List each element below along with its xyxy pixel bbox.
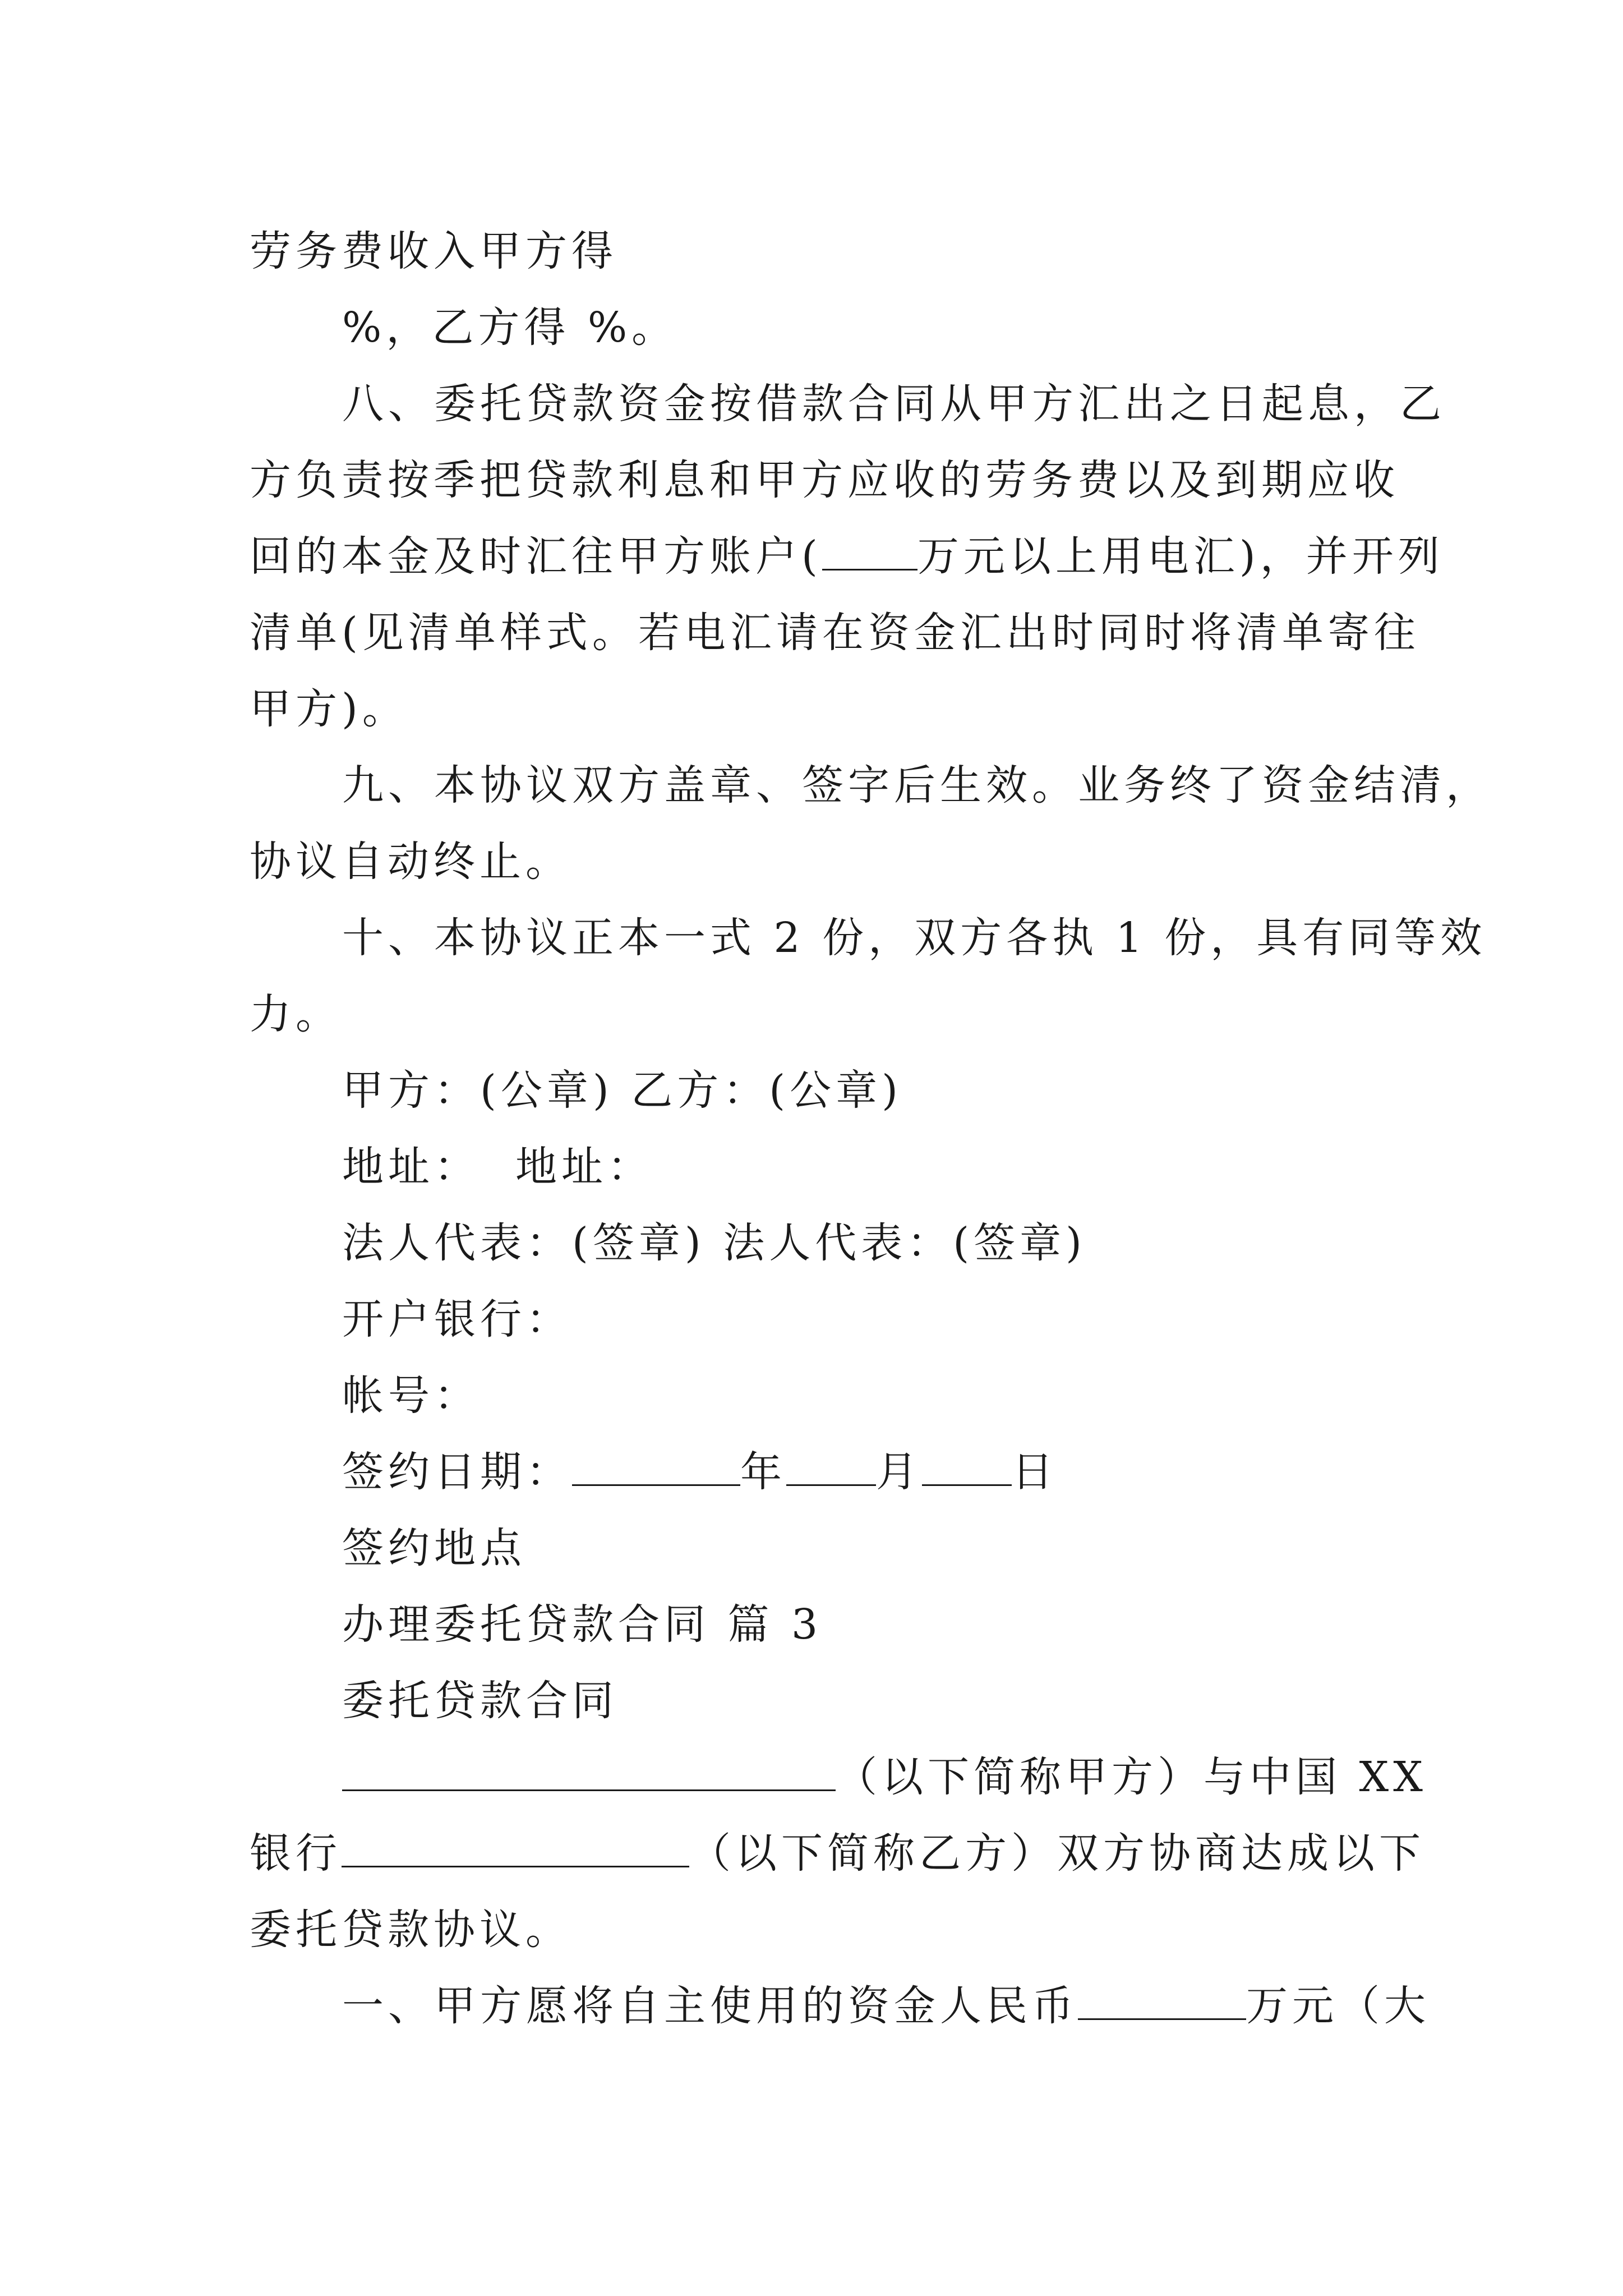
contract-title: 委托贷款合同 [342,1677,618,1725]
section-heading: 办理委托贷款合同 篇 3 [342,1600,823,1649]
signature-place: 签约地点 [342,1524,526,1572]
clause-8: 八、委托贷款资金按借款合同从甲方汇出之日起息，乙 [342,380,1446,428]
text-line: 回的本金及时汇往甲方账户( 万元以上用电汇)，并开列 [250,532,1444,581]
signature-address: 地址： 地址： [342,1143,654,1191]
text-line: 方负责按季把贷款利息和甲方应收的劳务费以及到期应收 [250,456,1399,504]
text-line: 力。 [250,990,342,1038]
fill-blank [572,1448,740,1486]
text-line: 银行 （以下简称乙方）双方协商达成以下 [250,1829,1425,1878]
signature-date: 签约日期： 年 月 日 [342,1448,1058,1496]
fill-blank [822,533,917,570]
text-line: （以下简称甲方）与中国 XX [250,1739,1388,1815]
text-line: 劳务费收入甲方得 [250,227,617,275]
fill-blank [786,1448,876,1486]
clause-9: 九、本协议双方盖章、签字后生效。业务终了资金结清， [342,761,1492,809]
fill-blank [1078,1982,1246,2020]
document-page [250,213,1492,2044]
text-line: 委托贷款协议。 [250,1906,571,1954]
signature-parties: 甲方：(公章) 乙方：(公章) [342,1066,903,1115]
clause-1: 一、甲方愿将自主使用的资金人民币 万元（大 [342,1982,1430,2030]
text-line: %，乙方得 %。 [342,303,678,352]
clause-10: 十、本协议正本一式 2 份，双方各执 1 份，具有同等效 [342,914,1487,962]
text-line: 协议自动终止。 [250,838,571,886]
text-line: 清单(见清单样式。若电汇请在资金汇出时同时将清单寄往 [250,609,1420,657]
fill-blank [342,1830,689,1867]
fill-blank [922,1448,1012,1486]
text-line: 甲方)。 [250,685,408,733]
signature-legal-rep: 法人代表：(签章) 法人代表：(签章) [342,1219,1087,1267]
fill-blank [342,1754,836,1791]
signature-bank: 开户银行： [342,1295,572,1343]
signature-account: 帐号： [342,1372,480,1420]
